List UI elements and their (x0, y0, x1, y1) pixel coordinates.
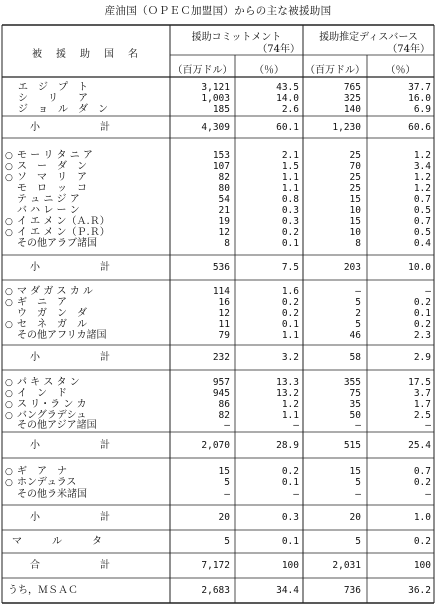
subtotal-commit-pct: 3.2 (281, 352, 299, 363)
commit-pct: 1.1 (281, 183, 299, 194)
marker-symbol: ○ (5, 400, 13, 410)
commit-value: 54 (218, 194, 230, 205)
disb-pct: 3.4 (413, 161, 431, 172)
disb-value: 25 (349, 172, 361, 183)
msac-commit-pct: 34.4 (276, 585, 299, 596)
disb-value: 25 (349, 150, 361, 161)
total-disb: 2,031 (332, 560, 361, 571)
row-label: セ ネ ガ ル (17, 319, 87, 330)
subtotal-disb-pct: 2.9 (413, 352, 431, 363)
disb-pct: 0.2 (413, 477, 431, 488)
commit-pct: — (293, 420, 299, 431)
commit-value: 16 (218, 297, 230, 308)
commit-pct: 1.1 (281, 410, 299, 421)
malta-commit: 5 (224, 536, 230, 547)
commit-value: 8 (224, 238, 230, 249)
marker-symbol: ○ (5, 378, 13, 388)
row-label: モ ロ ッ コ (17, 183, 87, 194)
disb-pct: 0.2 (413, 297, 431, 308)
commit-value: 15 (218, 466, 230, 477)
subtotal-commit-pct: 7.5 (281, 262, 299, 273)
disb-value: 765 (343, 82, 361, 93)
disb-pct: — (425, 420, 431, 431)
disb-pct: 6.9 (413, 104, 431, 115)
disb-value: 15 (349, 466, 361, 477)
disb-pct: 0.5 (413, 205, 431, 216)
disb-pct: 1.7 (413, 399, 431, 410)
table-title: 産油国（ＯＰＥＣ加盟国）からの主な被援助国 (104, 5, 332, 17)
disb-pct: — (425, 489, 431, 500)
disb-pct: 0.7 (413, 216, 431, 227)
commit-value: 86 (218, 399, 230, 410)
subtotal-label: 小 計 (30, 352, 110, 363)
disb-pct: 37.7 (408, 82, 431, 93)
row-label: バ ハ レ ー ン (17, 205, 80, 216)
marker-symbol: ○ (5, 411, 13, 421)
header-country-name: 被 援 助 国 名 (32, 49, 140, 60)
subtotal-commit: 4,309 (201, 122, 230, 133)
header-commitment-year: （74年） (257, 44, 300, 55)
malta-commit-pct: 0.1 (281, 536, 299, 547)
commit-pct: 1.1 (281, 330, 299, 341)
commit-value: 1,003 (201, 93, 230, 104)
disb-value: 75 (349, 388, 361, 399)
commit-pct: 0.1 (281, 319, 299, 330)
marker-symbol: ○ (5, 151, 13, 161)
disb-value: — (355, 286, 361, 297)
msac-commit: 2,683 (201, 585, 230, 596)
subtotal-label: 小 計 (30, 440, 110, 451)
disb-value: — (355, 489, 361, 500)
header-unit-disb-amount: （百万ドル） (305, 65, 365, 76)
commit-value: 153 (212, 150, 230, 161)
marker-symbol: ○ (5, 162, 13, 172)
commit-pct: 1.6 (281, 286, 299, 297)
disb-pct: 17.5 (408, 377, 431, 388)
commit-pct: 0.1 (281, 238, 299, 249)
disb-pct: 0.2 (413, 319, 431, 330)
commit-value: — (224, 420, 230, 431)
marker-symbol: ○ (5, 173, 13, 183)
subtotal-disb-pct: 25.4 (408, 440, 431, 451)
disb-pct: 0.7 (413, 466, 431, 477)
commit-pct: 2.6 (281, 104, 299, 115)
disb-value: 325 (343, 93, 361, 104)
subtotal-disb-pct: 60.6 (408, 122, 431, 133)
subtotal-label: 小 計 (30, 122, 110, 133)
commit-pct: 2.1 (281, 150, 299, 161)
disb-pct: 0.5 (413, 227, 431, 238)
subtotal-commit: 2,070 (201, 440, 230, 451)
marker-symbol: ○ (5, 467, 13, 477)
total-commit: 7,172 (201, 560, 230, 571)
marker-symbol: ○ (5, 320, 13, 330)
row-label: その他アジア諸国 (17, 420, 97, 431)
row-label: ス ー ダ ン (17, 161, 87, 172)
row-label: その他アラブ諸国 (17, 238, 97, 249)
disb-value: 70 (349, 161, 361, 172)
header-unit-commit-amount: （百万ドル） (172, 65, 233, 76)
header-unit-disb-pct: （％） (385, 65, 416, 76)
row-label: モ ー リ タ ニ ア (17, 150, 93, 161)
subtotal-disb-pct: 10.0 (408, 262, 431, 273)
row-label: その他アフリカ諸国 (17, 330, 107, 341)
disb-value: 5 (355, 297, 361, 308)
msac-disb-pct: 36.2 (408, 585, 431, 596)
marker-symbol: ○ (5, 217, 13, 227)
subtotal-commit: 232 (212, 352, 230, 363)
msac-disb: 736 (343, 585, 361, 596)
subtotal-disb: 1,230 (332, 122, 361, 133)
disb-pct: 0.1 (413, 308, 431, 319)
commit-value: 957 (212, 377, 230, 388)
disb-value: 5 (355, 477, 361, 488)
disb-value: 5 (355, 319, 361, 330)
disb-pct: 16.0 (408, 93, 431, 104)
commit-pct: 43.5 (276, 82, 299, 93)
commit-value: 3,121 (201, 82, 230, 93)
disb-pct: — (425, 286, 431, 297)
commit-pct: 0.2 (281, 466, 299, 477)
marker-symbol: ○ (5, 228, 13, 238)
row-label: パ キ ス タ ン (17, 377, 80, 388)
disb-pct: 3.7 (413, 388, 431, 399)
subtotal-disb: 58 (349, 352, 361, 363)
header-disbursement-year: （74年） (387, 44, 430, 55)
commit-pct: 0.8 (281, 194, 299, 205)
subtotal-commit-pct: 28.9 (276, 440, 299, 451)
row-label: バングラデシュ (17, 410, 87, 421)
row-label: エ ジ プ ト (18, 82, 88, 93)
subtotal-disb-pct: 1.0 (413, 512, 431, 523)
row-label: ホンデュラス (17, 477, 77, 488)
marker-symbol: ○ (5, 298, 13, 308)
commit-value: 19 (218, 216, 230, 227)
row-label: ギ ニ ア (17, 297, 67, 308)
commit-value: 12 (218, 308, 230, 319)
disb-value: 15 (349, 216, 361, 227)
row-label: テ ュ ニ ジ ア (17, 194, 80, 205)
disb-pct: 1.2 (413, 172, 431, 183)
subtotal-label: 小 計 (30, 512, 110, 523)
subtotal-disb: 515 (343, 440, 361, 451)
commit-pct: 0.2 (281, 297, 299, 308)
disb-value: 46 (349, 330, 361, 341)
disb-pct: 1.2 (413, 150, 431, 161)
commit-value: 945 (212, 388, 230, 399)
commit-pct: 13.3 (276, 377, 299, 388)
commit-value: 21 (218, 205, 230, 216)
disb-pct: 0.4 (413, 238, 431, 249)
commit-pct: 13.2 (276, 388, 299, 399)
marker-symbol: ○ (5, 478, 13, 488)
msac-label: うち，ＭＳＡＣ (8, 585, 78, 596)
commit-value: — (224, 489, 230, 500)
row-label: イ エ メ ン（Ａ.Ｒ） (17, 216, 110, 227)
total-commit-pct: 100 (281, 560, 299, 571)
commit-pct: 14.0 (276, 93, 299, 104)
commit-value: 82 (218, 172, 230, 183)
malta-disb: 5 (355, 536, 361, 547)
disb-pct: 1.2 (413, 183, 431, 194)
header-disbursement: 援助推定ディスバース (319, 32, 418, 43)
subtotal-commit: 536 (212, 262, 230, 273)
total-disb-pct: 100 (413, 560, 431, 571)
commit-value: 185 (212, 104, 230, 115)
commit-value: 107 (212, 161, 230, 172)
disb-value: 10 (349, 205, 361, 216)
total-label: 合 計 (30, 560, 110, 571)
commit-pct: 0.1 (281, 477, 299, 488)
commit-pct: 0.2 (281, 308, 299, 319)
row-label: ス リ・ラ ン カ (17, 399, 87, 410)
row-label: ソ マ リ ア (17, 172, 87, 183)
subtotal-commit-pct: 0.3 (281, 512, 299, 523)
disb-value: 140 (343, 104, 361, 115)
header-unit-commit-pct: （％） (254, 65, 284, 76)
subtotal-disb: 20 (349, 512, 361, 523)
row-label: ジ ョ ル ダ ン (18, 104, 108, 115)
disb-value: 25 (349, 183, 361, 194)
disb-value: 8 (355, 238, 361, 249)
commit-value: 11 (218, 319, 230, 330)
disb-value: 15 (349, 194, 361, 205)
disb-value: 10 (349, 227, 361, 238)
malta-label: マ ル タ (12, 536, 102, 547)
disb-pct: 2.3 (413, 330, 431, 341)
subtotal-commit: 20 (218, 512, 230, 523)
row-label: イ エ メ ン（Ｐ.Ｒ） (17, 227, 110, 238)
row-label: マ ダ ガ ス カ ル (17, 286, 93, 297)
commit-value: 5 (224, 477, 230, 488)
disb-value: 50 (349, 410, 361, 421)
row-label: イ ン ド (17, 388, 67, 399)
commit-value: 79 (218, 330, 230, 341)
commit-pct: 0.2 (281, 227, 299, 238)
row-label: ウ ガ ン ダ (17, 308, 87, 319)
row-label: シ リ ア (18, 93, 88, 104)
commit-pct: 0.3 (281, 216, 299, 227)
commit-pct: 1.1 (281, 172, 299, 183)
commit-pct: — (293, 489, 299, 500)
commit-pct: 1.2 (281, 399, 299, 410)
subtotal-disb: 203 (343, 262, 361, 273)
row-label: ギ ア ナ (17, 466, 67, 477)
commit-value: 12 (218, 227, 230, 238)
subtotal-commit-pct: 60.1 (276, 122, 299, 133)
subtotal-label: 小 計 (30, 262, 110, 273)
disb-value: — (355, 420, 361, 431)
disb-value: 35 (349, 399, 361, 410)
disb-pct: 0.7 (413, 194, 431, 205)
marker-symbol: ○ (5, 389, 13, 399)
marker-symbol: ○ (5, 287, 13, 297)
commit-value: 80 (218, 183, 230, 194)
header-commitment: 援助コミットメント (191, 32, 282, 43)
row-label: その他ラ米諸国 (17, 489, 87, 500)
commit-pct: 0.3 (281, 205, 299, 216)
commit-value: 82 (218, 410, 230, 421)
disb-value: 355 (343, 377, 361, 388)
commit-pct: 1.5 (281, 161, 299, 172)
disb-value: 2 (355, 308, 361, 319)
commit-value: 114 (212, 286, 230, 297)
disb-pct: 2.5 (413, 410, 431, 421)
malta-disb-pct: 0.2 (413, 536, 431, 547)
